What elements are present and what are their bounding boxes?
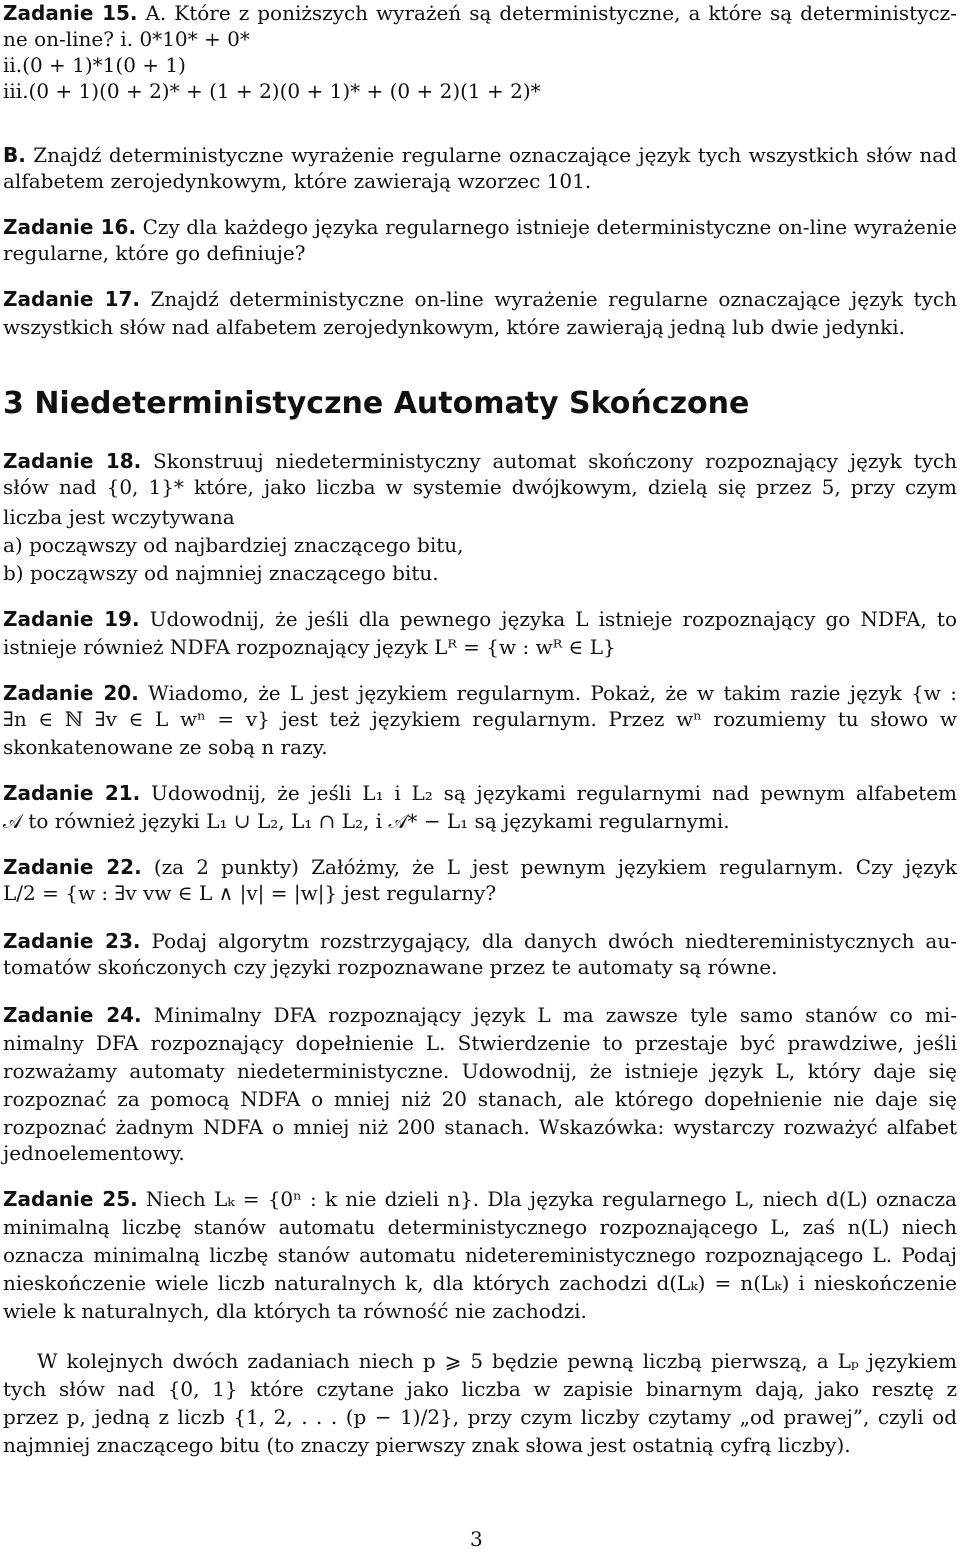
text-line <box>3 1214 957 1240</box>
line-text: oznacza minimalną liczbę stanów automatu nidetereministycznego rozpoznającego L. Podaj <box>3 1243 957 1267</box>
text-line <box>3 448 957 474</box>
text-line <box>3 1376 957 1402</box>
exercise-label: Zadanie 22. <box>3 855 142 879</box>
line-text: rozpoznać żadnym NDFA o mniej niż 200 stanach. Wskazówka: wystarczy rozważyć alfabet <box>3 1115 957 1139</box>
text-line <box>3 1030 957 1056</box>
text-line <box>3 1432 851 1458</box>
line-text: wszystkich słów nad alfabetem zerojedynkowym, które zawierają jedną lub dwie jedynki. <box>3 315 906 339</box>
text-line <box>3 240 305 266</box>
text-line <box>3 532 464 558</box>
line-text: A. Które z poniższych wyrażeń są deterministyczne, a które są deterministycz- <box>137 1 957 25</box>
text-line <box>3 954 777 980</box>
page-number: 3 <box>470 1527 483 1551</box>
exercise-label: Zadanie 21. <box>3 781 141 805</box>
text-line <box>3 474 957 500</box>
text-line <box>3 52 186 78</box>
line-text: Czy dla każdego języka regularnego istnieje deterministyczne on-line wyrażenie <box>136 215 957 239</box>
text-line <box>3 680 957 706</box>
text-line <box>3 168 591 194</box>
line-text: najmniej znaczącego bitu (to znaczy pierwszy znak słowa jest ostatnią cyfrą liczby). <box>3 1433 851 1457</box>
exercise-label: Zadanie 19. <box>3 607 140 631</box>
text-line <box>3 26 250 52</box>
line-text: 𝒜 to również języki L₁ ∪ L₂, L₁ ∩ L₂, i 𝒜* − L₁ są językami regularnymi. <box>3 809 730 833</box>
line-text: Minimalny DFA rozpoznający język L ma zawsze tyle samo stanów co mi- <box>141 1003 957 1027</box>
text-line <box>3 606 957 632</box>
exercise-label: Zadanie 17. <box>3 287 141 311</box>
text-line <box>3 1140 185 1166</box>
line-text: nieskończenie wiele liczb naturalnych k, dla których zachodzi d(Lₖ) = n(Lₖ) i nieskończenie <box>3 1271 957 1295</box>
text-line <box>3 142 957 168</box>
line-text: liczba jest wczytywana <box>3 505 235 529</box>
text-line <box>3 314 905 340</box>
line-text: Udowodnij, że jeśli dla pewnego języka L istnieje rozpoznający go NDFA, to <box>139 607 957 631</box>
line-text: regularne, które go definiuje? <box>3 241 306 265</box>
line-text: iii.(0 + 1)(0 + 2)* + (1 + 2)(0 + 1)* + (0 + 2)(1 + 2)* <box>3 79 541 103</box>
line-text: rozważamy automaty niedeterministyczne. Udowodnij, że istnieje język L, który daje się <box>3 1059 957 1083</box>
line-text: minimalną liczbę stanów automatu deterministycznego rozpoznającego L, zaś n(L) niech <box>3 1215 957 1239</box>
text-line <box>3 1404 957 1430</box>
line-text: Wiadomo, że L jest językiem regularnym. Pokaż, że w takim razie język {w : <box>138 681 957 705</box>
line-text: a) począwszy od najbardziej znaczącego bitu, <box>3 533 464 557</box>
text-line <box>3 1348 957 1374</box>
section-heading: 3 Niedeterministyczne Automaty Skończone <box>3 386 750 421</box>
line-text: (za 2 punkty) Załóżmy, że L jest pewnym językiem regularnym. Czy język <box>141 855 957 879</box>
exercise-label: Zadanie 18. <box>3 449 142 473</box>
text-line <box>3 1270 957 1296</box>
text-line <box>3 1242 957 1268</box>
text-line <box>3 734 328 760</box>
line-text: rozpoznać za pomocą NDFA o mniej niż 20 stanach, ale którego dopełnienie nie daje się <box>3 1087 957 1111</box>
line-text: skonkatenowane ze sobą n razy. <box>3 735 328 759</box>
line-text: Skonstruuj niedeterministyczny automat skończony rozpoznający język tych <box>141 449 957 473</box>
text-line <box>3 0 957 26</box>
text-line <box>3 1298 587 1324</box>
line-text: Udowodnij, że jeśli L₁ i L₂ są językami regularnymi nad pewnym alfabetem <box>140 781 957 805</box>
text-line <box>3 504 235 530</box>
text-line <box>3 1002 957 1028</box>
text-line <box>3 1058 957 1084</box>
line-text: przez p, jedną z liczb {1, 2, . . . (p − 1)/2}, przy czym liczby czytamy „od prawej”, czyli od <box>3 1405 957 1429</box>
text-line <box>3 880 496 906</box>
line-text: ii.(0 + 1)*1(0 + 1) <box>3 53 186 77</box>
line-text: ne on-line? i. 0*10* + 0* <box>3 27 250 51</box>
exercise-label: Zadanie 15. <box>3 1 138 25</box>
line-text: istnieje również NDFA rozpoznający język Lᴿ = {w : wᴿ ∈ L} <box>3 635 616 659</box>
line-text: Podaj algorytm rozstrzygający, dla danych dwóch niedtereministycznych au- <box>140 929 957 953</box>
line-text: Znajdź deterministyczne wyrażenie regularne oznaczające język tych wszystkich słów nad <box>25 143 957 167</box>
text-line <box>3 560 439 586</box>
exercise-label: B. <box>3 143 26 167</box>
line-text: L/2 = {w : ∃v vw ∈ L ∧ |v| = |w|} jest regularny? <box>3 881 497 905</box>
text-line <box>3 78 541 104</box>
text-line <box>3 928 957 954</box>
text-line <box>3 706 957 732</box>
text-line <box>3 286 957 312</box>
line-text: jednoelementowy. <box>3 1141 185 1165</box>
line-text: wiele k naturalnych, dla których ta równość nie zachodzi. <box>3 1299 587 1323</box>
line-text: b) począwszy od najmniej znaczącego bitu. <box>3 561 439 585</box>
text-line <box>3 634 616 660</box>
line-text: W kolejnych dwóch zadaniach niech p ⩾ 5 będzie pewną liczbą pierwszą, a Lₚ językiem <box>37 1349 957 1373</box>
line-text: słów nad {0, 1}* które, jako liczba w systemie dwójkowym, dzielą się przez 5, przy czym <box>3 475 957 499</box>
text-line <box>3 1114 957 1140</box>
line-text: nimalny DFA rozpoznający dopełnienie L. Stwierdzenie to przestaje być prawdziwe, jeśli <box>3 1031 957 1055</box>
text-line <box>3 854 957 880</box>
exercise-label: Zadanie 23. <box>3 929 141 953</box>
text-line <box>3 1186 957 1212</box>
line-text: Znajdź deterministyczne on-line wyrażenie regularne oznaczające język tych <box>140 287 957 311</box>
line-text: Niech Lₖ = {0ⁿ : k nie dzieli n}. Dla języka regularnego L, niech d(L) oznacza <box>137 1187 957 1211</box>
line-text: tomatów skończonych czy języki rozpoznawane przez te automaty są równe. <box>3 955 778 979</box>
exercise-label: Zadanie 24. <box>3 1003 142 1027</box>
text-line <box>3 808 730 834</box>
text-line <box>3 780 957 806</box>
exercise-label: Zadanie 20. <box>3 681 139 705</box>
text-line <box>3 1086 957 1112</box>
line-text: tych słów nad {0, 1} które czytane jako liczba w zapisie binarnym dają, jako resztę z <box>3 1377 957 1401</box>
exercise-label: Zadanie 25. <box>3 1187 138 1211</box>
line-text: ∃n ∈ ℕ ∃v ∈ L wⁿ = v} jest też językiem regularnym. Przez wⁿ rozumiemy tu słowo w <box>3 707 957 731</box>
text-line <box>3 214 957 240</box>
exercise-label: Zadanie 16. <box>3 215 137 239</box>
line-text: alfabetem zerojedynkowym, które zawierają wzorzec 101. <box>3 169 592 193</box>
